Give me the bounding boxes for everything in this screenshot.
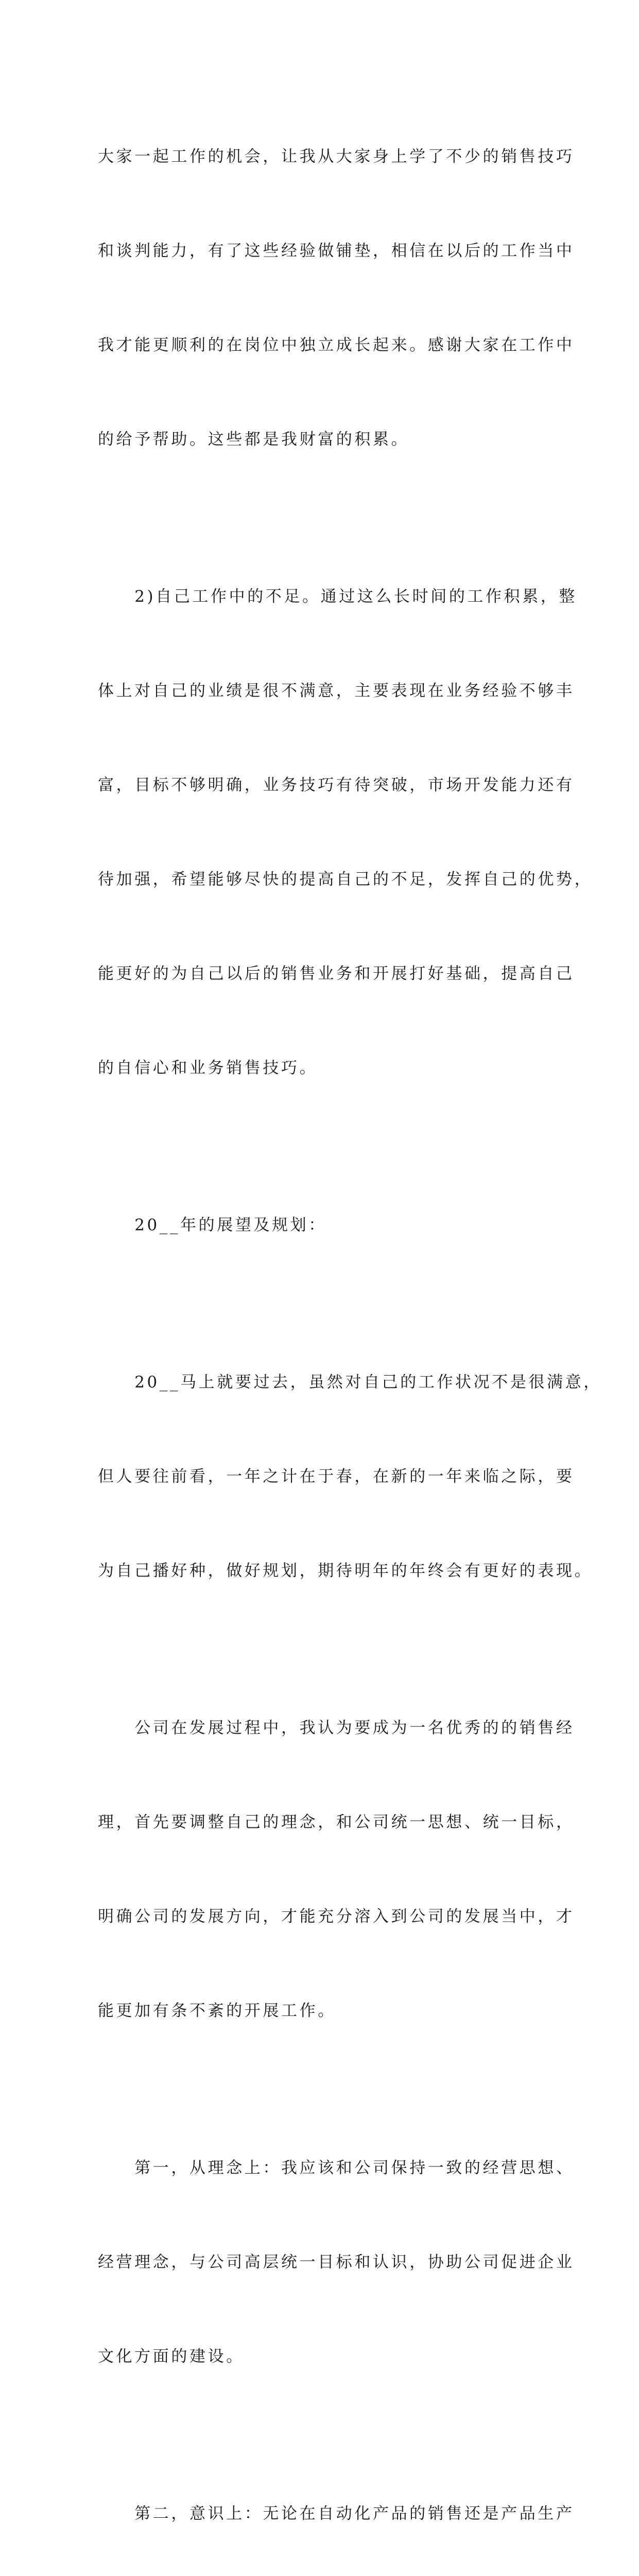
text-line: 待加强，希望能够尽快的提高自己的不足，发挥自己的优势， [98,870,593,889]
text-line: 理，首先要调整自己的理念，和公司统一思想、统一目标， [98,1813,575,1832]
text-line: 为自己播好种，做好规划，期待明年的年终会有更好的表现。 [98,1562,593,1580]
text-line: 能更好的为自己以后的销售业务和开展打好基础，提高自己 [98,964,575,983]
paragraph-5 [98,1650,575,2090]
text-line: 第二，意识上：无论在自动化产品的销售还是产品生产 [98,2504,575,2523]
text-line: 但人要往前看，一年之计在于春，在新的一年来临之际，要 [98,1467,575,1486]
text-line: 大家一起工作的机会，让我从大家身上学了不少的销售技巧 [98,147,575,166]
text-line: 体上对自己的业绩是很不满意，主要表现在业务经验不够丰 [98,682,575,700]
text-line: 和谈判能力，有了这些经验做铺垫，相信在以后的工作当中 [98,242,575,260]
text-line: 公司在发展过程中，我认为要成为一名优秀的的销售经 [98,1719,575,1737]
text-line: 20__年的展望及规划： [98,1216,327,1234]
text-line: 2)自己工作中的不足。通过这么长时间的工作积累，整 [98,587,578,606]
paragraph-6 [98,2090,575,2435]
text-line: 的自信心和业务销售技巧。 [98,1059,318,1077]
text-line: 能更加有条不紊的开展工作。 [98,2002,336,2020]
text-line: 经营理念，与公司高层统一目标和认识，协助公司促进企业 [98,2253,575,2272]
text-line: 第一，从理念上：我应该和公司保持一致的经营思想、 [98,2159,575,2177]
text-line: 的给予帮助。这些都是我财富的积累。 [98,430,410,449]
text-line: 文化方面的建设。 [98,2347,245,2366]
paragraph-3 [98,1147,546,1304]
document-body [98,78,602,2576]
text-line: 20__马上就要过去，虽然对自己的工作状况不是很满意， [98,1373,602,1392]
paragraph-7 [98,2435,575,2576]
paragraph-2 [98,518,593,1147]
text-line: 明确公司的发展方向，才能充分溶入到公司的发展当中，才 [98,1907,575,1926]
paragraph-4 [98,1304,602,1650]
text-line: 我才能更顺利的在岗位中独立成长起来。感谢大家在工作中 [98,336,575,354]
paragraph-1 [98,78,575,518]
text-line: 富，目标不够明确，业务技巧有待突破，市场开发能力还有 [98,776,575,794]
